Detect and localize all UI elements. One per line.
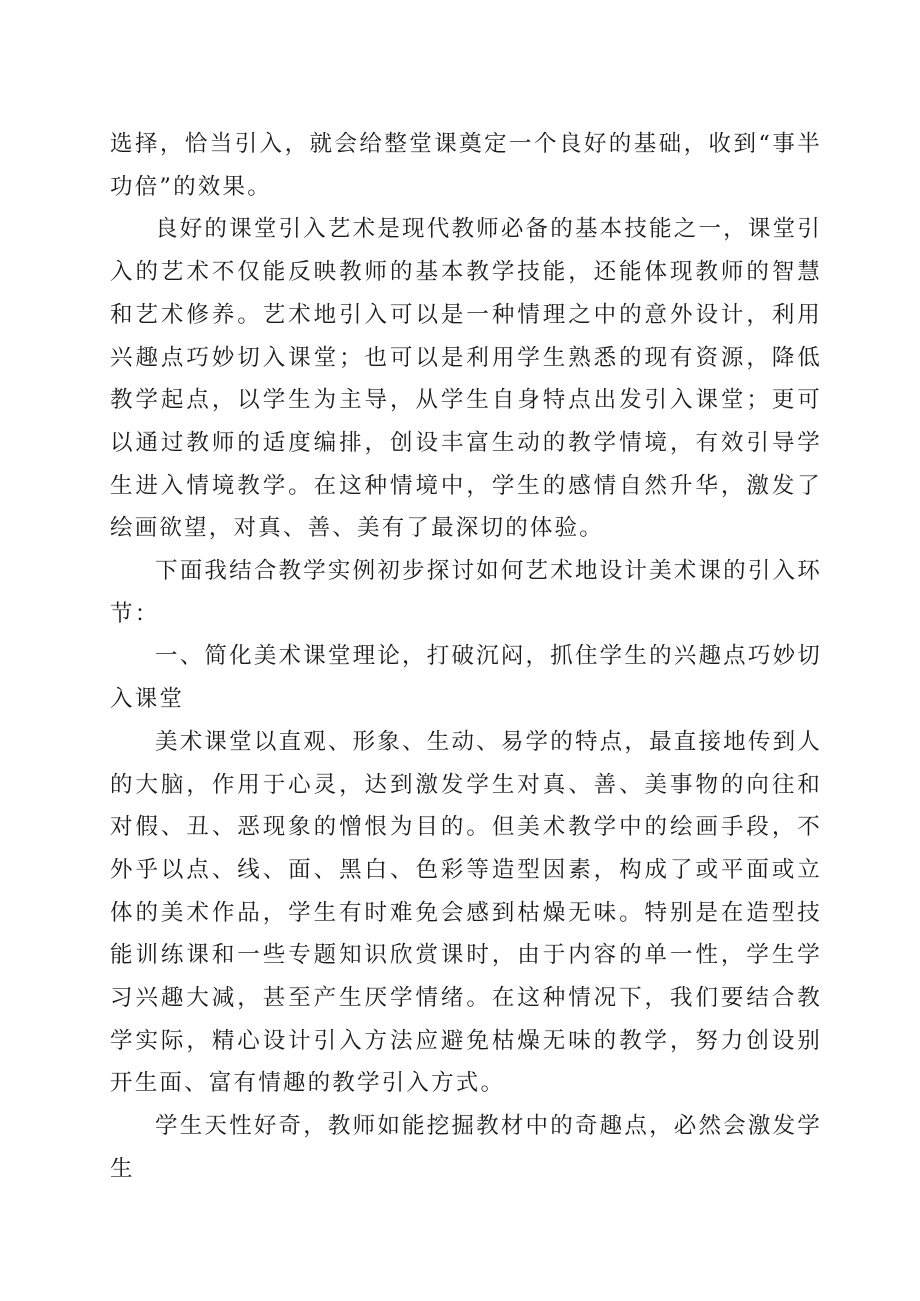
paragraph-overview: 下面我结合教学实例初步探讨如何艺术地设计美术课的引入环节：: [110, 558, 822, 627]
paragraph-continuation: 选择，恰当引入，就会给整堂课奠定一个良好的基础，收到“事半功倍”的效果。: [110, 131, 822, 200]
section-heading-1: 一、简化美术课堂理论，打破沉闷，抓住学生的兴趣点巧妙切入课堂: [110, 643, 822, 713]
paragraph-curiosity: 学生天性好奇，教师如能挖掘教材中的奇趣点，必然会激发学生: [110, 1113, 822, 1182]
body-text: [110, 123, 822, 1191]
paragraph-introduction-art: 良好的课堂引入艺术是现代教师必备的基本技能之一，课堂引入的艺术不仅能反映教师的基本教学技能，还能体现教师的智慧和艺术修养。艺术地引入可以是一种情理之中的意外设计，利用兴趣点巧妙切入课堂；也可以是利用学生熟悉的现有资源，降低教学起点，以学生为主导，从学生自身特点出发引入课堂；更可以通过教师的适度编排，创设丰富生动的教学情境，有效引导学生进入情境教学。在这种情境中，学生的感情自然升华，激发了绘画欲望，对真、善、美有了最深切的体验。: [110, 216, 822, 542]
paragraph-art-classroom: 美术课堂以直观、形象、生动、易学的特点，最直接地传到人的大脑，作用于心灵，达到激发学生对真、善、美事物的向往和对假、丑、恶现象的憎恨为目的。但美术教学中的绘画手段，不外乎以点、线、面、黑白、色彩等造型因素，构成了或平面或立体的美术作品，学生有时难免会感到枯燥无味。特别是在造型技能训练课和一些专题知识欣赏课时，由于内容的单一性，学生学习兴趣大减，甚至产生厌学情绪。在这种情况下，我们要结合教学实际，精心设计引入方法应避免枯燥无味的教学，努力创设别开生面、富有情趣的教学引入方式。: [110, 728, 822, 1097]
